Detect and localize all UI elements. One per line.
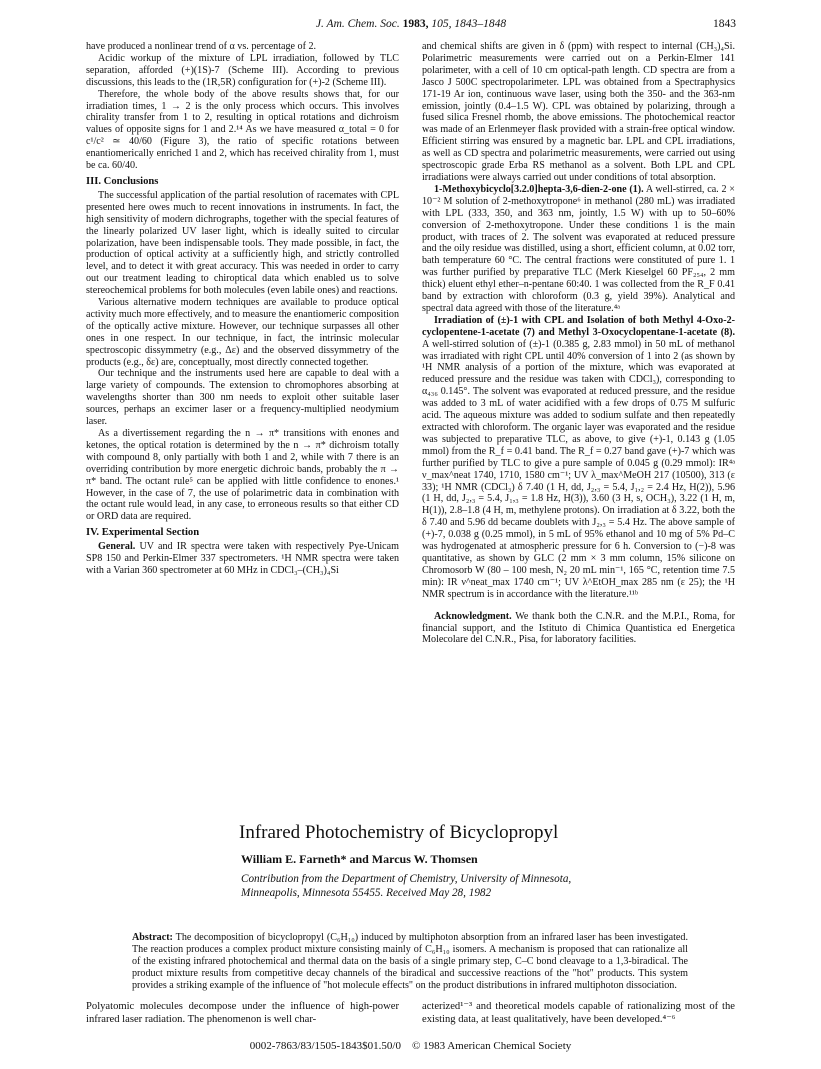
acknowledgment: Acknowledgment. We thank both the C.N.R. and the M.P.I., Roma, for financial support, and the Istituto di Chimica Quantistica ed Energetica Molecolare del C.N.R., Pisa, for laboratory facilities. [422,610,735,646]
paragraph: Irradiation of (±)-1 with CPL and Isolation of both Methyl 4-Oxo-2-cyclopentene-1-acetate (7) and Methyl 3-Oxocyclopentane-1-acetate (8). A well-stirred solution of (±)-1 (0.385 g, 2.83 mmol) in 50 mL of methanol was irradiated with right CPL until 40% conversion of 1 into 2 (as shown by ¹H NMR analysis of a portion of the mixture, which was evaporated at reduced pressure and the residue was taken with CDCl₃), corresponding to α₄₃₆ 0.145°. The solvent was evaporated at reduced pressure, and the residue was added to 3 mL of water acidified with a few drops of 0.75 M sulfuric acid. The aqueous mixture was added to sodium sulfate and then repeatedly extracted with chloroform. The organic layer was evaporated and the residue was subjected to preparative TLC, as above, to give (+)-1, 0.143 g (1.05 mmol) from the R_f = 0.41 band. The R_f = 0.27 band gave (+)-7 which was further purified by TLC to give a pure sample of 0.045 g (0.29 mmol): IR⁴ᵃ ν_max^neat 1740, 1710, 1580 cm⁻¹; UV λ_max^MeOH 217 (10500), 313 (ε 33); ¹H NMR (CDCl₃) δ 7.40 (1 H, dd, J₂,₃ = 5.4, J₁,₂ = 2.4 Hz, H(2)), 5.96 (1 H, dd, J₂,₃ = 5.4, J₁,₃ = 1.8 Hz, H(3)), 3.60 (3 H, s, OCH₃), 3.22 (1 H, m, H(1)), 2.8–1.8 (4 H, m, methylene protons). On irradiation at δ 3.22, both the δ 7.40 and 5.96 dd became doublets with J₂,₃ = 5.4 Hz. The above sample of (+)-7, 0.038 g (0.25 mmol), in 5 mL of 95% ethanol and 10 mg of 5% Pd–C was hydrogenated at atmospheric pressure for 6 h. Conversion to (−)-8 was quantitative, as shown by GLC (2 mm × 3 mm column, 15% silicone on Chromosorb W (80 – 100 mesh, N₂ 20 mL min⁻¹, 165 °C, retention time 7.5 min): IR ν^neat_max 1740 cm⁻¹; UV λ^EtOH_max 285 nm (ε 25); the ¹H NMR spectrum is in accordance with the literature.¹¹ᵇ [422,314,735,600]
intro-right: acterized¹⁻³ and theoretical models capable of rationalizing most of the existing data, at least qualitatively, have been developed.⁴⁻⁶ [422,1001,735,1025]
paragraph: Various alternative modern techniques are available to produce optical activity much more effectively, and to measure the enantiomeric composition of the optically active mixture. However, our technique surpasses all other ones in one respect. In our technique, in fact, the intrinsic molecular spectroscopic dissymmetry (e.g., Δε) and the observed dissymmetry of the products (e.g., δε) are, conceptually, most directly connected together. [86,297,399,368]
article-affiliation: Contribution from the Department of Chemistry, University of Minnesota, Minneapolis, Minnesota 55455. Received May 28, 1982 [241,873,572,899]
run-in-heading: General. [98,541,136,553]
paragraph: 1-Methoxybicyclo[3.2.0]hepta-3,6-dien-2-one (1). A well-stirred, ca. 2 × 10⁻² M solution of 2-methoxytropone⁶ in methanol (280 mL) was irradiated with LPL (333, 350, and 363 nm, jointly, 1.5 W) with up to 50–60% conversion of 2-methoxytropone. Under these conditions 1 is the main product, with traces of 2. The solvent was evaporated at reduced pressure and the oily residue was distilled, using a short, efficient column, at 0.02 torr, bath temperature 60 °C. The central fractions were constituted of pure 1. 1 was further purified by preparative TLC (Merk Kieselgel 60 PF₂₅₄, 2 mm thick) eluent ethyl ether–n-pentane 60:40. 1 was collected from the R_F 0.41 band by extraction with chloroform (0.3 g, yield 39%). Analytical and spectral data agreed with those of the literature.⁴ᵃ [422,183,735,314]
page-number: 1843 [713,18,736,30]
paragraph: Our technique and the instruments used here are capable to deal with a large variety of compounds. The extension to chromophores absorbing at wavelengths shorter than 300 nm needs to exploit other suitable laser sources, perhaps an excimer laser or a frequency-multiplied neodymium laser. [86,368,399,428]
paragraph: Therefore, the whole body of the above results shows that, for our irradiation times, 1 → 2 is the only process which occurs. This involves chirality transfer from 1 to 2, resulting in optical rotations and dichroism values of opposite signs for 1 and 2.¹⁴ As we have measured α_total = 0 for c¹/c² ≃ 40/60 (Figure 3), the ratio of specific rotations between enantiomerically enriched 1 and 2, which has received chirality from 1, must be ca. 60/40. [86,88,399,172]
copyright: © 1983 American Chemical Society [411,1040,572,1052]
abstract-label: Abstract: [132,932,173,943]
run-in-heading: Irradiation of (±)-1 with CPL and Isolation of both Methyl 4-Oxo-2-cyclopentene-1-acetate (7) and Methyl 3-Oxocyclopentane-1-acetate (8). [422,314,735,338]
right-column [422,41,735,646]
article-authors: William E. Farneth* and Marcus W. Thomsen [241,852,478,866]
running-header [86,18,736,34]
paragraph: and chemical shifts are given in δ (ppm) with respect to internal (CH₃)₄Si. Polarimetric measurements were carried out on a Perkin-Elmer 141 polarimeter, with a cell of 10 cm optical-path length. CD spectra are from a Jasco J 500C spectropolarimeter. LPL was obtained from a Spectraphysics 171-19 Ar ion, continuous wave laser, using both the 350- and the 363-nm emission, jointly (0.4–1.5 W). CPL was obtained by polarizing, through a fused silica Fresnel rhomb, the above emissions. The photochemical reactor was made of an Erlenmeyer flask provided with a strain-free optical window. Efficient stirring was ensured by a magnetic bar. LPL and CPL irradiations, as well as CD spectra and polarimetric measurements, were carried out using spectroscopic grade Erba RS methanol as a solvent. Both LPL and CPL irradiations were always carried out under conditions of total absorption. [422,41,735,183]
paragraph: have produced a nonlinear trend of α vs. percentage of 2. [86,41,317,52]
paragraph: The successful application of the partial resolution of racemates with CPL presented here owes much to recent innovations in instruments. In fact, the high sensitivity of modern dichrographs, together with the special features of the linearly polarized UV laser light, which is ideally suited to circular polarization, have been indispensable tools. They made possible, in fact, the production of optical activity at a sufficiently high, and strictly controlled level, and to detect it with great accuracy. This was needed in order to carry out our treatment leading to chiroptical data which enabled us to solve stereochemical problems for both molecules (even labile ones) and reactions. [86,189,399,297]
section-heading: IV. Experimental Section [86,527,200,539]
paragraph: General. UV and IR spectra were taken with respectively Pye-Unicam SP8 150 and Perkin-Elmer 337 spectrometers. ¹H NMR spectra were taken with a Varian 360 spectrometer at 60 MHz in CDCl₃–(CH₃)₄Si [86,541,399,576]
run-in-heading: 1-Methoxybicyclo[3.2.0]hepta-3,6-dien-2-one (1). [434,183,644,195]
journal-citation: J. Am. Chem. Soc. 1983, 105, 1843–1848 [315,18,507,30]
intro-left: Polyatomic molecules decompose under the influence of high-power infrared laser radiation. The phenomenon is well char- [86,1001,399,1025]
paragraph: Acidic workup of the mixture of LPL irradiation, followed by TLC separation, afforded (+)(1S)-7 (Scheme III). According to previous discussions, this leads to the (1R,5R) configuration for (+)-2 (Scheme III). [86,52,399,88]
article-code: 0002-7863/83/1505-1843$01.50/0 [249,1040,401,1052]
article-title: Infrared Photochemistry of Bicyclopropyl [239,822,559,843]
run-in-heading: Acknowledgment. [434,610,512,622]
article-abstract: Abstract: The decomposition of bicyclopropyl (C₆H₁₀) induced by multiphoton absorption from an infrared laser has been investigated. The reaction produces a complex product mixture consisting mainly of C₆H₁₀ isomers. A mechanism is proposed that can rationalize all of the existing infrared photochemical and thermal data on the basis of a single primary step, C–C bond cleavage to a 1,3-biradical. The product mixture results from competitive decay channels of the biradical and successive reactions of the "hot" products. This system provides a striking example of the influence of "hot molecule effects" on the product distributions in infrared multiphoton dissociation. [132,932,688,991]
page-footer [0,1040,821,1052]
section-heading: III. Conclusions [86,175,159,187]
paragraph: As a divertissement regarding the n → π* transitions with enones and ketones, the optical rotation is determined by the n → π* dichroism totally with compound 8, only partially with both 1 and 2, while with 7 there is an overriding contribution by more energetic dichroic bands, probably the π → π* band. The octant rule⁵ can be applied with little confidence to enones.¹ However, in the case of 7, the use of polarimetric data in combination with the octant rule would lead, in any case, to erroneous results so that either CD or ORD data are required. [86,428,399,523]
left-column [86,41,399,577]
